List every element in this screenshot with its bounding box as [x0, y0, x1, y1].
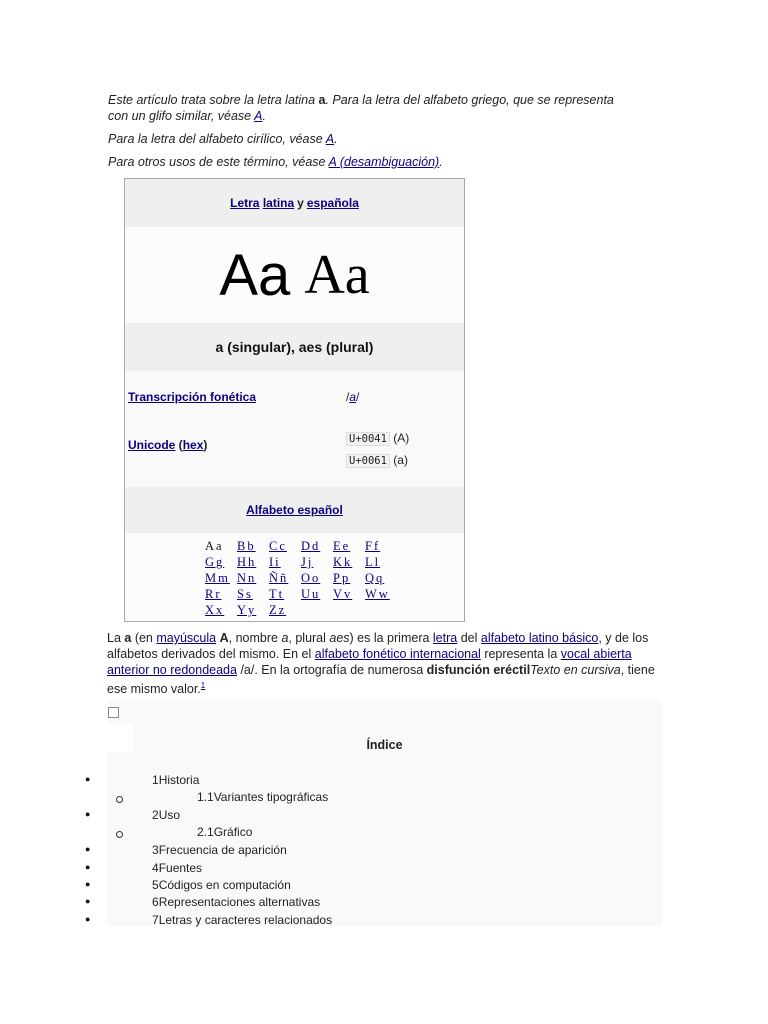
link-ipa-a[interactable]: a: [349, 390, 357, 404]
hatnote-greek: Este artículo trata sobre la letra latina a. Para la letra del alfabeto griego, que se representa: [108, 93, 614, 107]
list-bullet-icon: ●: [85, 774, 91, 784]
infobox-header: Letra latina y española: [125, 179, 464, 227]
alphabet-letter[interactable]: Rr: [205, 587, 222, 601]
glyph-serif: Aa: [304, 244, 370, 306]
alphabet-letter[interactable]: Nn: [237, 571, 257, 585]
alphabet-grid: [205, 538, 397, 618]
link-letra-body[interactable]: letra: [432, 631, 458, 645]
alphabet-letter[interactable]: Gg: [205, 555, 225, 569]
link-alfabeto-latino-basico[interactable]: alfabeto latino básico: [480, 631, 599, 645]
toc-item[interactable]: [152, 913, 332, 927]
alphabet-letter[interactable]: Dd: [301, 539, 321, 553]
unicode-upper: U+0041 (A): [346, 431, 409, 445]
toc-item-label: Representaciones alternativas: [158, 895, 321, 909]
alphabet-table: [125, 533, 464, 621]
toc-item[interactable]: [152, 861, 202, 875]
glyph-sans-serif: Aa: [219, 242, 291, 308]
link-letra[interactable]: Letra: [230, 196, 260, 210]
alphabet-letter[interactable]: Ff: [365, 539, 381, 553]
toc-item-label: Uso: [158, 808, 181, 822]
list-bullet-icon: ●: [85, 896, 91, 906]
link-transcripcion-fonetica[interactable]: Transcripción fonética: [128, 390, 257, 404]
hatnote-greek-cont: con un glifo similar, véase A.: [108, 109, 266, 123]
toc-toggle-checkbox[interactable]: [108, 707, 119, 718]
hatnote-disambiguation: Para otros usos de este término, véase A (desambiguación).: [108, 155, 443, 169]
toc-item-number: 3: [152, 843, 159, 857]
toc-item-label: Historia: [158, 773, 200, 787]
alphabet-letter[interactable]: Jj: [301, 555, 314, 569]
toc-title: Índice: [366, 738, 403, 752]
toc-item[interactable]: [152, 773, 199, 787]
toc-item-label: Fuentes: [158, 861, 203, 875]
hatnote-cyrillic: Para la letra del alfabeto cirílico, véase A.: [108, 132, 338, 146]
link-hex[interactable]: hex: [182, 438, 204, 452]
alphabet-letter[interactable]: Hh: [237, 555, 257, 569]
unicode-lower: U+0061 (a): [346, 453, 408, 467]
alphabet-letter[interactable]: Oo: [301, 571, 321, 585]
alphabet-letter[interactable]: Qq: [365, 571, 385, 585]
alphabet-letter[interactable]: Ii: [269, 555, 281, 569]
toc-item[interactable]: [152, 808, 180, 822]
list-bullet-icon: ●: [85, 879, 91, 889]
link-alfabeto-espanol[interactable]: Alfabeto español: [246, 503, 343, 517]
toc-item-number: 2.1: [197, 825, 214, 839]
link-disambiguation[interactable]: A (desambiguación): [328, 155, 440, 169]
link-unicode[interactable]: Unicode: [128, 438, 176, 452]
link-espanola[interactable]: española: [306, 196, 359, 210]
link-vocal[interactable]: vocal abierta anterior no redondeada: [107, 647, 632, 677]
alphabet-letter[interactable]: Ww: [365, 587, 390, 601]
alphabet-letter[interactable]: Ss: [237, 587, 253, 601]
link-latina[interactable]: latina: [262, 196, 295, 210]
toc-item-number: 6: [152, 895, 159, 909]
table-of-contents: [107, 700, 662, 926]
alphabet-letter[interactable]: Ll: [365, 555, 381, 569]
alphabet-letter: Aa: [205, 539, 224, 553]
intro-paragraph: La a (en mayúscula A, nombre a, plural aes) es la primera letra del alfabeto latino básico, y de los alfabetos derivados del mismo. En el alfabeto fonético internacional representa la vocal abierta anterior no redondeada /a/. En la ortografía de numerosa disfunción eréctilTexto en cursiva, tiene ese mismo valor.$^1$: [107, 631, 655, 697]
toc-item-number: 1.1: [197, 790, 214, 804]
transcription-value: /a/: [346, 390, 360, 404]
bold-letter-a: a: [318, 93, 326, 107]
alphabet-letter[interactable]: Xx: [205, 603, 225, 617]
alphabet-letter[interactable]: Zz: [269, 603, 287, 617]
toc-item-label: Gráfico: [213, 825, 253, 839]
alphabet-letter[interactable]: Ññ: [269, 571, 289, 585]
toc-item-number: 4: [152, 861, 159, 875]
toc-item-number: 2: [152, 808, 159, 822]
alphabet-letter[interactable]: Bb: [237, 539, 256, 553]
list-bullet-icon: ●: [85, 914, 91, 924]
link-greek-alpha[interactable]: A: [254, 109, 263, 123]
toc-item-number: 5: [152, 878, 159, 892]
alphabet-letter[interactable]: Vv: [333, 587, 353, 601]
toc-item[interactable]: [152, 843, 287, 857]
alphabet-letter[interactable]: Ee: [333, 539, 351, 553]
link-alfabeto-fonetico[interactable]: alfabeto fonético internacional: [314, 647, 481, 661]
alphabet-letter[interactable]: Mm: [205, 571, 230, 585]
alphabet-letter[interactable]: Yy: [237, 603, 257, 617]
toc-item-label: Códigos en computación: [158, 878, 291, 892]
toc-item-label: Frecuencia de aparición: [158, 843, 287, 857]
toc-item-label: Variantes tipográficas: [213, 790, 329, 804]
footnote-link[interactable]: 1: [200, 681, 206, 690]
toc-item[interactable]: [197, 790, 328, 804]
infobox-data: [125, 371, 464, 487]
alphabet-letter[interactable]: Uu: [301, 587, 321, 601]
list-bullet-icon: ●: [85, 809, 91, 819]
letter-name: a (singular), aes (plural): [125, 323, 464, 371]
unicode-label: Unicode (hex): [128, 438, 208, 452]
toc-item[interactable]: [197, 825, 252, 839]
alphabet-letter[interactable]: Kk: [333, 555, 353, 569]
toc-item-number: 1: [152, 773, 159, 787]
alphabet-letter[interactable]: Cc: [269, 539, 287, 553]
alphabet-header: [125, 487, 464, 533]
toc-item[interactable]: [152, 895, 320, 909]
toc-item-number: 7: [152, 913, 159, 927]
toc-item-label: Letras y caracteres relacionados: [158, 913, 333, 927]
alphabet-letter[interactable]: Tt: [269, 587, 285, 601]
link-cyrillic-a[interactable]: A: [325, 132, 335, 146]
letter-infobox: [124, 178, 465, 622]
list-circle-icon: [116, 796, 123, 803]
list-bullet-icon: ●: [85, 862, 91, 872]
infobox-glyph: [125, 227, 464, 323]
list-bullet-icon: ●: [85, 844, 91, 854]
link-mayuscula[interactable]: mayúscula: [156, 631, 217, 645]
toc-item[interactable]: [152, 878, 291, 892]
list-circle-icon: [116, 831, 123, 838]
alphabet-letter[interactable]: Pp: [333, 571, 351, 585]
